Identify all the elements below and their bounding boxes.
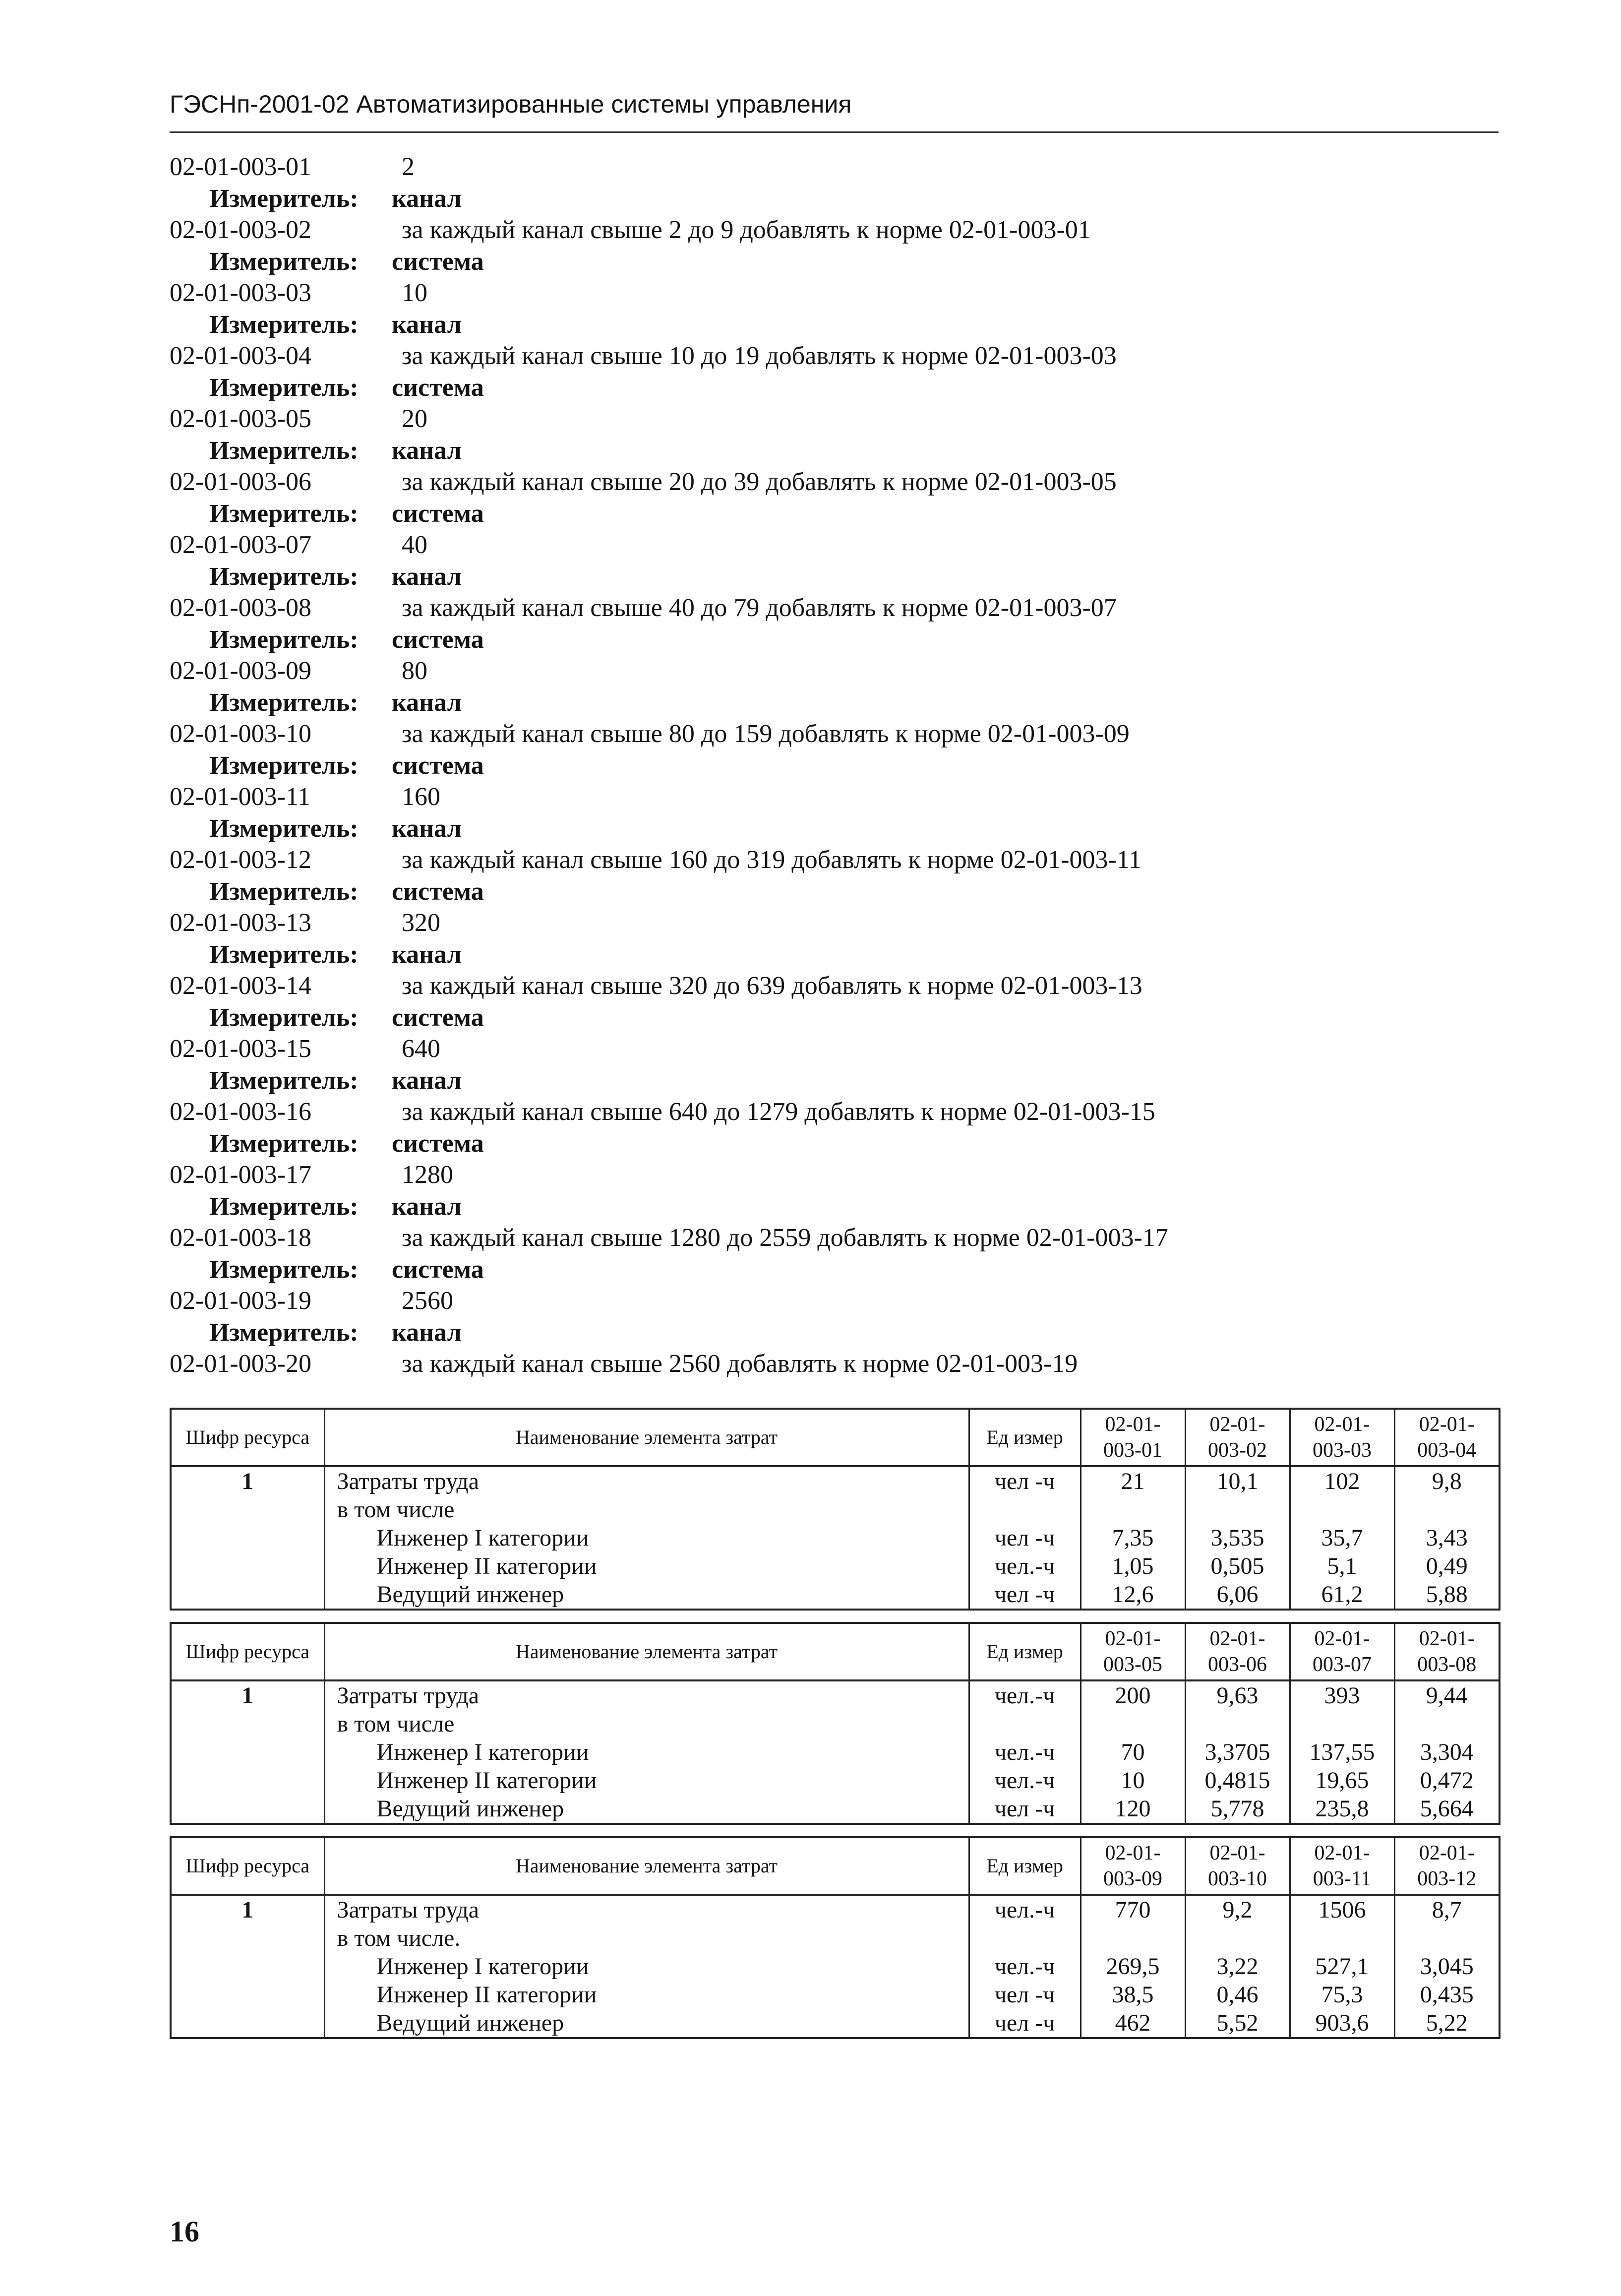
value-cell <box>1185 1924 1290 1952</box>
measure-row <box>170 1002 1508 1034</box>
resource-code-cell <box>171 1981 324 2009</box>
value-cell: 102 <box>1290 1466 1394 1495</box>
value-cell: 200 <box>1081 1680 1185 1710</box>
unit-cell: чел.-ч <box>969 1952 1081 1981</box>
unit-cell: чел -ч <box>969 1524 1081 1552</box>
header-norm-code-line1: 02-01- <box>1105 1413 1161 1436</box>
norm-row <box>170 655 1508 687</box>
measure-value: канал <box>392 688 462 717</box>
value-cell <box>1394 1710 1500 1738</box>
value-cell <box>1290 1710 1394 1738</box>
measure-row <box>170 939 1508 971</box>
measure-row <box>170 183 1508 215</box>
measure-row <box>170 1317 1508 1349</box>
measure-row <box>170 1065 1508 1097</box>
value-cell: 0,46 <box>1185 1981 1290 2009</box>
table-row <box>171 1466 1500 1495</box>
table-header-row <box>171 1623 1500 1680</box>
norm-code: 02-01-003-12 <box>170 846 311 874</box>
norm-description: 40 <box>402 531 427 559</box>
header-norm-code <box>1394 1623 1500 1680</box>
norm-code: 02-01-003-18 <box>170 1224 311 1252</box>
table-row <box>171 1680 1500 1710</box>
header-norm-code <box>1081 1623 1185 1680</box>
value-cell: 5,52 <box>1185 2009 1290 2038</box>
norm-row <box>170 844 1508 876</box>
unit-cell: чел -ч <box>969 1466 1081 1495</box>
value-cell: 1506 <box>1290 1895 1394 1924</box>
norm-description: за каждый канал свыше 20 до 39 добавлять к норме 02-01-003-05 <box>402 468 1117 496</box>
header-norm-code-line2: 003-05 <box>1103 1653 1162 1676</box>
norm-row <box>170 1159 1508 1191</box>
header-norm-code-line2: 003-01 <box>1103 1439 1162 1462</box>
norm-description: за каждый канал свыше 2 до 9 добавлять к норме 02-01-003-01 <box>402 216 1091 244</box>
norm-code: 02-01-003-11 <box>170 783 311 811</box>
cost-table <box>170 1622 1501 1825</box>
value-cell: 5,88 <box>1394 1580 1500 1610</box>
header-element-name: Наименование элемента затрат <box>324 1623 969 1680</box>
resource-code-cell <box>171 1495 324 1524</box>
measure-value: канал <box>392 184 462 213</box>
value-cell <box>1290 1924 1394 1952</box>
element-name-cell: Инженер I категории <box>324 1524 969 1552</box>
norm-code: 02-01-003-16 <box>170 1098 311 1126</box>
value-cell: 70 <box>1081 1738 1185 1766</box>
header-norm-code-line1: 02-01- <box>1419 1627 1475 1650</box>
norm-code: 02-01-003-01 <box>170 153 311 181</box>
norm-description: 20 <box>402 405 427 433</box>
header-norm-code-line1: 02-01- <box>1419 1842 1475 1864</box>
value-cell: 3,43 <box>1394 1524 1500 1552</box>
norm-description: за каждый канал свыше 80 до 159 добавлять к норме 02-01-003-09 <box>402 720 1130 748</box>
norm-code: 02-01-003-09 <box>170 657 311 685</box>
norm-description: за каждый канал свыше 320 до 639 добавлять к норме 02-01-003-13 <box>402 972 1142 1000</box>
measure-value: система <box>392 751 484 780</box>
norm-code: 02-01-003-10 <box>170 720 311 748</box>
value-cell: 9,8 <box>1394 1466 1500 1495</box>
measure-label: Измеритель: <box>209 877 359 906</box>
measure-row <box>170 1128 1508 1160</box>
measure-label: Измеритель: <box>209 940 359 969</box>
norm-code: 02-01-003-05 <box>170 405 311 433</box>
norm-code: 02-01-003-15 <box>170 1035 311 1063</box>
measure-label: Измеритель: <box>209 1003 359 1032</box>
element-name-cell: Затраты труда <box>324 1466 969 1495</box>
norm-description: за каждый канал свыше 2560 добавлять к норме 02-01-003-19 <box>402 1350 1078 1378</box>
measure-row <box>170 309 1508 341</box>
norm-code: 02-01-003-07 <box>170 531 311 559</box>
measure-row <box>170 561 1508 593</box>
measure-value: система <box>392 499 484 528</box>
element-name-cell: Затраты труда <box>324 1680 969 1710</box>
norm-code: 02-01-003-02 <box>170 216 311 244</box>
table-row <box>171 1524 1500 1552</box>
norm-row <box>170 1285 1508 1317</box>
norm-code: 02-01-003-04 <box>170 342 311 370</box>
measure-value: система <box>392 247 484 276</box>
header-norm-code <box>1185 1409 1290 1466</box>
header-norm-code-line1: 02-01- <box>1314 1413 1370 1436</box>
norm-description: за каждый канал свыше 160 до 319 добавлять к норме 02-01-003-11 <box>402 846 1141 874</box>
measure-label: Измеритель: <box>209 562 359 591</box>
measure-row <box>170 750 1508 782</box>
measure-row <box>170 1191 1508 1223</box>
value-cell: 3,3705 <box>1185 1738 1290 1766</box>
element-name-cell: Ведущий инженер <box>324 1580 969 1610</box>
value-cell: 5,22 <box>1394 2009 1500 2038</box>
measure-value: система <box>392 373 484 402</box>
norm-row <box>170 403 1508 435</box>
header-unit: Ед измер <box>969 1837 1081 1895</box>
value-cell: 5,778 <box>1185 1795 1290 1824</box>
header-resource-code: Шифр ресурса <box>171 1623 324 1680</box>
header-norm-code <box>1290 1623 1394 1680</box>
resource-code-cell <box>171 1580 324 1610</box>
value-cell: 3,535 <box>1185 1524 1290 1552</box>
measure-label: Измеритель: <box>209 1066 359 1095</box>
norm-list <box>170 151 1508 1380</box>
value-cell: 35,7 <box>1290 1524 1394 1552</box>
value-cell: 38,5 <box>1081 1981 1185 2009</box>
measure-label: Измеритель: <box>209 1318 359 1347</box>
table-row <box>171 1552 1500 1580</box>
measure-label: Измеритель: <box>209 373 359 402</box>
header-norm-code-line1: 02-01- <box>1314 1627 1370 1650</box>
measure-value: система <box>392 625 484 654</box>
norm-row <box>170 340 1508 372</box>
header-norm-code-line2: 003-06 <box>1208 1653 1267 1676</box>
value-cell <box>1081 1495 1185 1524</box>
value-cell: 1,05 <box>1081 1552 1185 1580</box>
measure-value: канал <box>392 310 462 339</box>
element-name-cell: в том числе <box>324 1495 969 1524</box>
value-cell: 19,65 <box>1290 1766 1394 1795</box>
header-norm-code-line1: 02-01- <box>1314 1842 1370 1864</box>
value-cell: 3,045 <box>1394 1952 1500 1981</box>
norm-row <box>170 1096 1508 1128</box>
header-norm-code <box>1290 1837 1394 1895</box>
measure-value: система <box>392 1129 484 1158</box>
unit-cell: чел.-ч <box>969 1738 1081 1766</box>
header-norm-code <box>1394 1409 1500 1466</box>
header-norm-code <box>1290 1409 1394 1466</box>
measure-label: Измеритель: <box>209 688 359 717</box>
header-unit: Ед измер <box>969 1409 1081 1466</box>
header-norm-code-line2: 003-10 <box>1208 1867 1267 1890</box>
unit-cell: чел.-ч <box>969 1552 1081 1580</box>
unit-cell <box>969 1924 1081 1952</box>
value-cell: 3,304 <box>1394 1738 1500 1766</box>
value-cell: 462 <box>1081 2009 1185 2038</box>
table-header-row <box>171 1837 1500 1895</box>
norm-row <box>170 907 1508 939</box>
measure-label: Измеритель: <box>209 1192 359 1221</box>
value-cell <box>1081 1710 1185 1738</box>
table-row <box>171 1738 1500 1766</box>
header-norm-code-line2: 003-09 <box>1103 1867 1162 1890</box>
value-cell: 3,22 <box>1185 1952 1290 1981</box>
measure-value: система <box>392 1003 484 1032</box>
resource-code-cell <box>171 1952 324 1981</box>
norm-row <box>170 529 1508 561</box>
header-element-name: Наименование элемента затрат <box>324 1409 969 1466</box>
measure-value: канал <box>392 562 462 591</box>
norm-row <box>170 214 1508 246</box>
norm-description: 10 <box>402 279 427 307</box>
norm-code: 02-01-003-19 <box>170 1287 311 1315</box>
resource-code-cell: 1 <box>171 1466 324 1495</box>
value-cell: 235,8 <box>1290 1795 1394 1824</box>
unit-cell <box>969 1710 1081 1738</box>
header-element-name: Наименование элемента затрат <box>324 1837 969 1895</box>
measure-label: Измеритель: <box>209 751 359 780</box>
page-number: 16 <box>170 2215 199 2248</box>
value-cell: 7,35 <box>1081 1524 1185 1552</box>
measure-row <box>170 687 1508 719</box>
resource-code-cell <box>171 2009 324 2038</box>
header-norm-code-line2: 003-03 <box>1313 1439 1372 1462</box>
measure-value: канал <box>392 1066 462 1095</box>
norm-description: 2560 <box>402 1287 453 1315</box>
value-cell: 0,435 <box>1394 1981 1500 2009</box>
header-norm-code-line1: 02-01- <box>1105 1842 1161 1864</box>
value-cell: 0,505 <box>1185 1552 1290 1580</box>
cost-table <box>170 1836 1501 2039</box>
measure-value: система <box>392 1255 484 1284</box>
header-norm-code-line1: 02-01- <box>1419 1413 1475 1436</box>
page-header: ГЭСНп-2001-02 Автоматизированные системы управления <box>170 87 1499 133</box>
measure-label: Измеритель: <box>209 310 359 339</box>
header-norm-code <box>1185 1837 1290 1895</box>
norm-description: за каждый канал свыше 10 до 19 добавлять к норме 02-01-003-03 <box>402 342 1117 370</box>
value-cell: 770 <box>1081 1895 1185 1924</box>
norm-description: 320 <box>402 909 440 937</box>
unit-cell: чел -ч <box>969 2009 1081 2038</box>
header-norm-code-line1: 02-01- <box>1209 1627 1265 1650</box>
header-resource-code: Шифр ресурса <box>171 1837 324 1895</box>
element-name-cell: в том числе <box>324 1710 969 1738</box>
norm-row <box>170 592 1508 624</box>
unit-cell <box>969 1495 1081 1524</box>
value-cell: 9,44 <box>1394 1680 1500 1710</box>
header-norm-code-line2: 003-12 <box>1417 1867 1477 1890</box>
norm-description: 1280 <box>402 1161 453 1189</box>
value-cell: 903,6 <box>1290 2009 1394 2038</box>
measure-row <box>170 1254 1508 1286</box>
table-row <box>171 1580 1500 1610</box>
value-cell: 5,1 <box>1290 1552 1394 1580</box>
value-cell: 75,3 <box>1290 1981 1394 2009</box>
element-name-cell: Инженер II категории <box>324 1552 969 1580</box>
element-name-cell: Инженер I категории <box>324 1952 969 1981</box>
value-cell: 12,6 <box>1081 1580 1185 1610</box>
value-cell <box>1394 1924 1500 1952</box>
resource-code-cell <box>171 1924 324 1952</box>
value-cell: 9,2 <box>1185 1895 1290 1924</box>
measure-value: канал <box>392 814 462 843</box>
norm-code: 02-01-003-14 <box>170 972 311 1000</box>
measure-value: канал <box>392 940 462 969</box>
value-cell <box>1081 1924 1185 1952</box>
measure-row <box>170 372 1508 404</box>
norm-row <box>170 1348 1508 1380</box>
value-cell: 120 <box>1081 1795 1185 1824</box>
value-cell: 8,7 <box>1394 1895 1500 1924</box>
norm-row <box>170 781 1508 813</box>
header-resource-code: Шифр ресурса <box>171 1409 324 1466</box>
norm-code: 02-01-003-06 <box>170 468 311 496</box>
cost-table <box>170 1408 1501 1611</box>
measure-label: Измеритель: <box>209 436 359 465</box>
value-cell: 61,2 <box>1290 1580 1394 1610</box>
table-row <box>171 1495 1500 1524</box>
resource-code-cell <box>171 1524 324 1552</box>
norm-description: за каждый канал свыше 40 до 79 добавлять к норме 02-01-003-07 <box>402 594 1117 622</box>
resource-code-cell <box>171 1795 324 1824</box>
unit-cell: чел.-ч <box>969 1680 1081 1710</box>
norm-description: 640 <box>402 1035 440 1063</box>
measure-label: Измеритель: <box>209 184 359 213</box>
norm-row <box>170 1033 1508 1065</box>
value-cell: 21 <box>1081 1466 1185 1495</box>
value-cell <box>1185 1710 1290 1738</box>
unit-cell: чел.-ч <box>969 1766 1081 1795</box>
value-cell: 5,664 <box>1394 1795 1500 1824</box>
value-cell: 0,49 <box>1394 1552 1500 1580</box>
norm-description: за каждый канал свыше 1280 до 2559 добавлять к норме 02-01-003-17 <box>402 1224 1168 1252</box>
value-cell: 6,06 <box>1185 1580 1290 1610</box>
norm-code: 02-01-003-08 <box>170 594 311 622</box>
table-row <box>171 1981 1500 2009</box>
unit-cell: чел -ч <box>969 1981 1081 2009</box>
measure-row <box>170 624 1508 656</box>
table-header-row <box>171 1409 1500 1466</box>
header-norm-code <box>1394 1837 1500 1895</box>
resource-code-cell <box>171 1738 324 1766</box>
element-name-cell: Инженер I категории <box>324 1738 969 1766</box>
value-cell <box>1185 1495 1290 1524</box>
measure-row <box>170 498 1508 530</box>
header-norm-code-line2: 003-04 <box>1417 1439 1477 1462</box>
header-norm-code <box>1081 1837 1185 1895</box>
measure-label: Измеритель: <box>209 625 359 654</box>
header-norm-code-line2: 003-07 <box>1313 1653 1372 1676</box>
norm-description: за каждый канал свыше 640 до 1279 добавлять к норме 02-01-003-15 <box>402 1098 1155 1126</box>
header-norm-code-line2: 003-11 <box>1313 1867 1372 1890</box>
header-norm-code-line1: 02-01- <box>1209 1413 1265 1436</box>
norm-row <box>170 718 1508 750</box>
value-cell: 269,5 <box>1081 1952 1185 1981</box>
value-cell: 10,1 <box>1185 1466 1290 1495</box>
header-norm-code-line1: 02-01- <box>1209 1842 1265 1864</box>
value-cell: 393 <box>1290 1680 1394 1710</box>
measure-value: канал <box>392 1318 462 1347</box>
value-cell: 527,1 <box>1290 1952 1394 1981</box>
measure-label: Измеритель: <box>209 1255 359 1284</box>
measure-row <box>170 246 1508 278</box>
norm-row <box>170 970 1508 1002</box>
table-row <box>171 1710 1500 1738</box>
resource-code-cell <box>171 1552 324 1580</box>
norm-code: 02-01-003-03 <box>170 279 311 307</box>
element-name-cell: Ведущий инженер <box>324 1795 969 1824</box>
header-norm-code <box>1185 1623 1290 1680</box>
norm-row <box>170 277 1508 309</box>
value-cell <box>1394 1495 1500 1524</box>
table-row <box>171 1924 1500 1952</box>
value-cell <box>1290 1495 1394 1524</box>
value-cell: 10 <box>1081 1766 1185 1795</box>
resource-code-cell <box>171 1766 324 1795</box>
norm-row <box>170 466 1508 498</box>
table-row <box>171 1895 1500 1924</box>
table-row <box>171 1766 1500 1795</box>
value-cell: 137,55 <box>1290 1738 1394 1766</box>
measure-row <box>170 813 1508 845</box>
resource-code-cell: 1 <box>171 1680 324 1710</box>
norm-code: 02-01-003-13 <box>170 909 311 937</box>
value-cell: 0,472 <box>1394 1766 1500 1795</box>
measure-value: канал <box>392 1192 462 1221</box>
value-cell: 0,4815 <box>1185 1766 1290 1795</box>
measure-label: Измеритель: <box>209 247 359 276</box>
table-row <box>171 2009 1500 2038</box>
norm-row <box>170 1222 1508 1254</box>
header-norm-code-line2: 003-08 <box>1417 1653 1477 1676</box>
unit-cell: чел -ч <box>969 1580 1081 1610</box>
norm-row <box>170 151 1508 183</box>
measure-label: Измеритель: <box>209 814 359 843</box>
header-unit: Ед измер <box>969 1623 1081 1680</box>
element-name-cell: Ведущий инженер <box>324 2009 969 2038</box>
measure-label: Измеритель: <box>209 1129 359 1158</box>
measure-value: система <box>392 877 484 906</box>
header-norm-code-line2: 003-02 <box>1208 1439 1267 1462</box>
measure-value: канал <box>392 436 462 465</box>
unit-cell: чел.-ч <box>969 1895 1081 1924</box>
norm-description: 160 <box>402 783 440 811</box>
element-name-cell: Инженер II категории <box>324 1766 969 1795</box>
resource-code-cell <box>171 1710 324 1738</box>
table-row <box>171 1952 1500 1981</box>
norm-code: 02-01-003-20 <box>170 1350 311 1378</box>
norm-code: 02-01-003-17 <box>170 1161 311 1189</box>
element-name-cell: в том числе. <box>324 1924 969 1952</box>
value-cell: 9,63 <box>1185 1680 1290 1710</box>
unit-cell: чел -ч <box>969 1795 1081 1824</box>
element-name-cell: Затраты труда <box>324 1895 969 1924</box>
norm-description: 80 <box>402 657 427 685</box>
norm-description: 2 <box>402 153 415 181</box>
header-norm-code <box>1081 1409 1185 1466</box>
table-row <box>171 1795 1500 1824</box>
measure-row <box>170 876 1508 908</box>
header-norm-code-line1: 02-01- <box>1105 1627 1161 1650</box>
measure-label: Измеритель: <box>209 499 359 528</box>
resource-code-cell: 1 <box>171 1895 324 1924</box>
element-name-cell: Инженер II категории <box>324 1981 969 2009</box>
measure-row <box>170 435 1508 467</box>
